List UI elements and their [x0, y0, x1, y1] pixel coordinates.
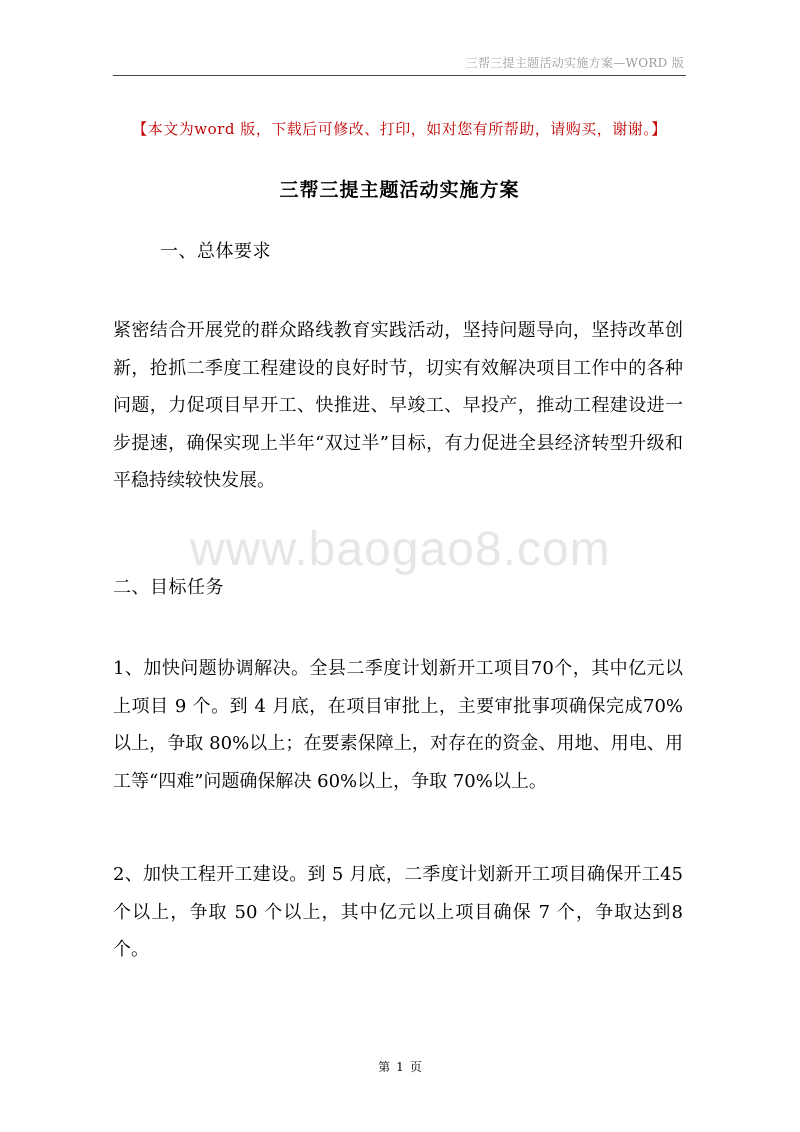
page-number: 1 [396, 1060, 404, 1074]
paragraph-item-2: 2、加快工程开工建设。到 5 月底，二季度计划新开工项目确保开工45 个以上，争取 50 个以上，其中亿元以上项目确保 7 个，争取达到8 个。 [113, 864, 683, 960]
header-divider [113, 75, 686, 76]
document-title: 三帮三提主题活动实施方案 [279, 179, 520, 201]
footer-suffix: 页 [409, 1060, 422, 1074]
section-heading-general-requirements: 一、总体要求 [160, 241, 271, 262]
page-header-title: 三帮三提主题活动实施方案—WORD 版 [465, 56, 684, 70]
paragraph-general-requirements: 紧密结合开展党的群众路线教育实践活动，坚持问题导向，坚持改革创新，抢抓二季度工程建设的良好时节，切实有效解决项目工作中的各种问题，力促项目早开工、快推进、早竣工、早投产，推动工程建设进一步提速，确保实现上半年“双过半”目标，有力促进全县经济转型升级和平稳持续较快发展。 [113, 320, 683, 491]
section-heading-objectives: 二、目标任务 [113, 577, 224, 598]
paragraph-item-1: 1、加快问题协调解决。全县二季度计划新开工项目70个，其中亿元以上项目 9 个。到 4 月底，在项目审批上，主要审批事项确保完成70%以上，争取 80%以上；在要素保障上，对存在的资金、用地、用电、用工等“四难”问题确保解决 60%以上，争取 70%以上。 [113, 658, 683, 792]
purchase-notice: 【本文为word 版，下载后可修改、打印，如对您有所帮助，请购买，谢谢。】 [132, 120, 667, 138]
page-footer [0, 1058, 800, 1075]
watermark: www.baogao8.com [190, 523, 611, 576]
footer-prefix: 第 [378, 1060, 391, 1074]
